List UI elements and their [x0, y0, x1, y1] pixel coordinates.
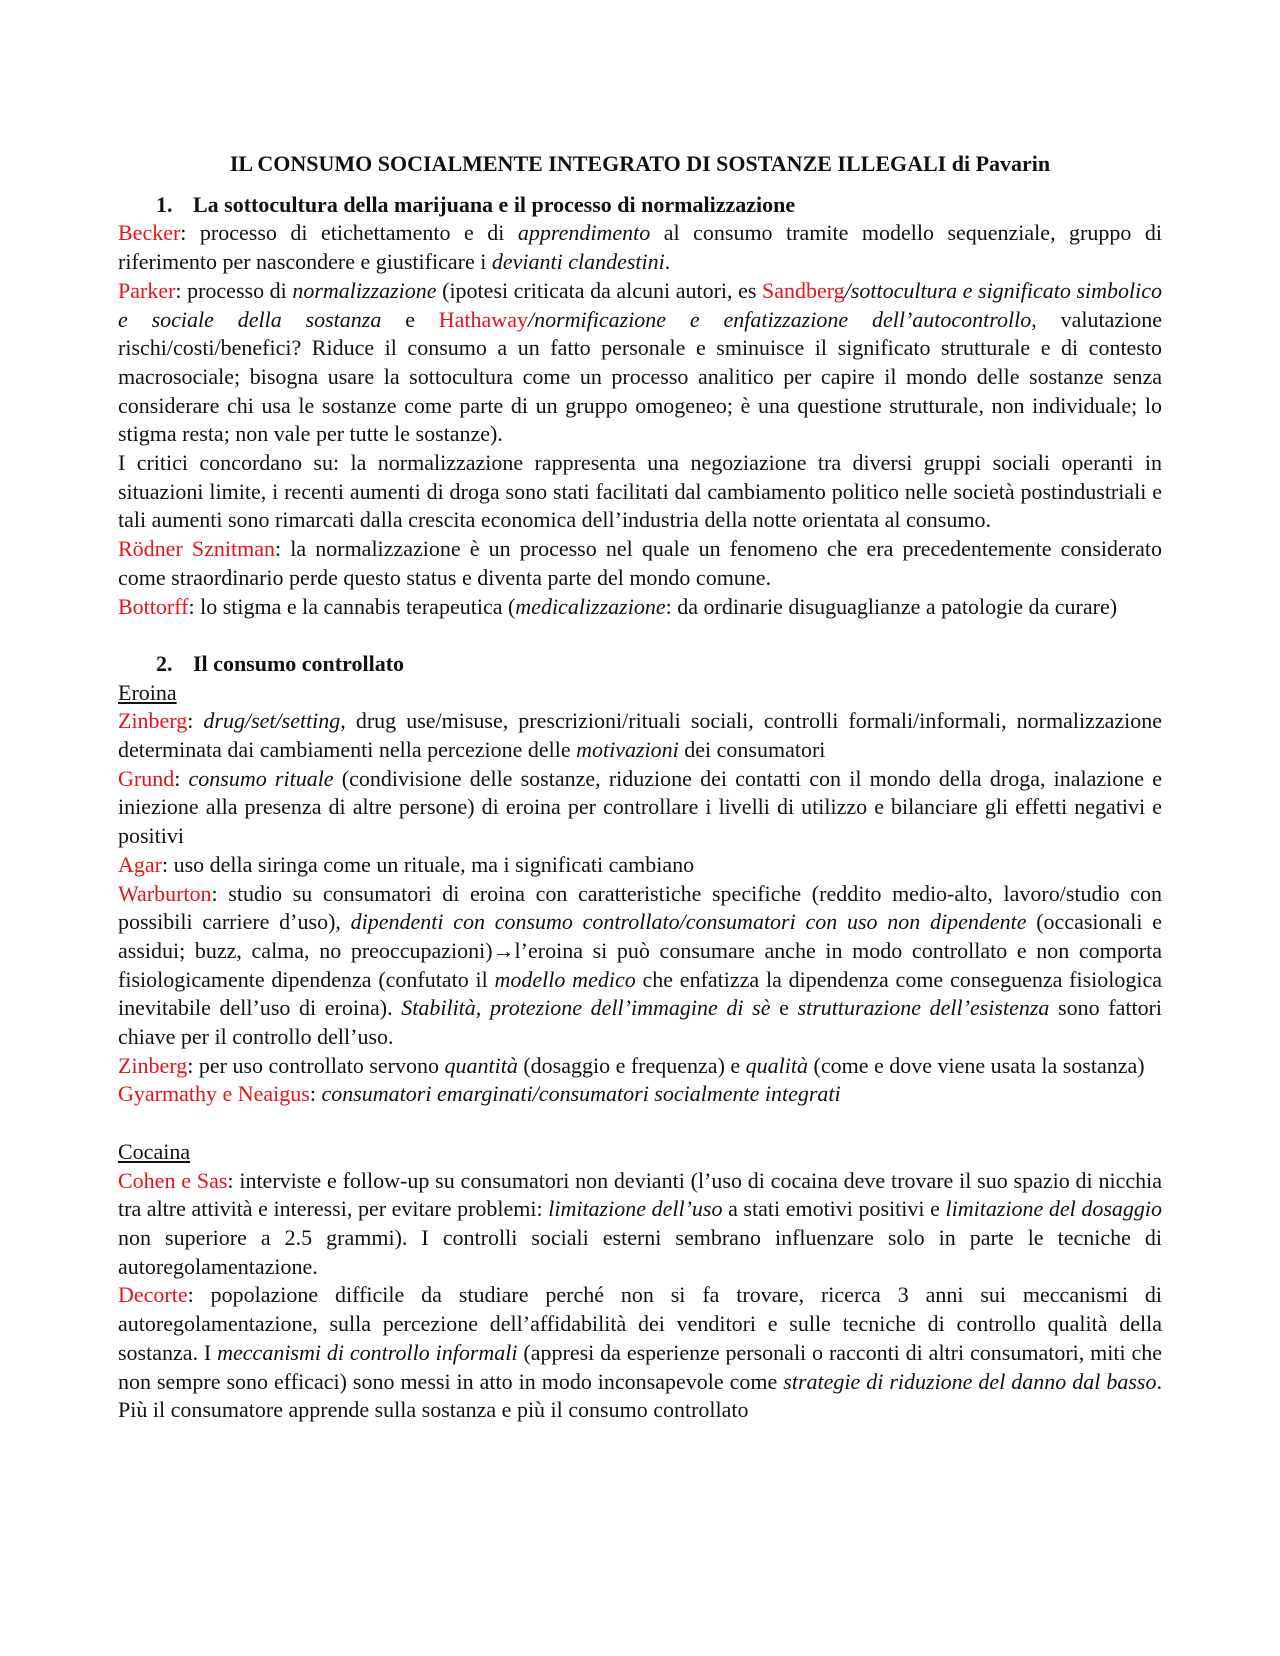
paragraph-parker [118, 277, 1162, 449]
italic-term: limitazione del dosaggio [945, 1196, 1163, 1222]
paragraph-bottorff [118, 593, 1162, 622]
author-name: Agar [118, 851, 162, 877]
page-title: IL CONSUMO SOCIALMENTE INTEGRATO DI SOSTANZE ILLEGALI di Pavarin [229, 151, 1051, 176]
italic-term: qualità [745, 1052, 809, 1078]
paragraph-agar [118, 851, 1162, 880]
author-name: Rödner Sznitman [118, 536, 275, 562]
arrow-icon: → [492, 937, 515, 963]
italic-term: modello medico [494, 966, 636, 992]
italic-term: quantità [444, 1052, 518, 1078]
italic-term: dipendenti con consumo controllato/consumatori con uso non dipendente [350, 909, 1027, 935]
section-number: 1. [156, 191, 173, 217]
paragraph-warburton [118, 880, 1162, 1052]
text: . [664, 249, 671, 275]
paragraph-critics: I critici concordano su: la normalizzazione rappresenta una negoziazione tra diversi gruppi sociali operanti in situazioni limite, i recenti aumenti di droga sono stati facilitati dal cambiamento politico nelle società postindustriali e tali aumenti sono rimarcati dalla crescita economica dell’industria della notte orientata al consumo. [118, 450, 1162, 533]
italic-term: apprendimento [517, 220, 651, 246]
text: : da ordinarie disuguaglianze a patologie da curare) [665, 593, 1118, 619]
subheading-cocaina: Cocaina [118, 1138, 191, 1164]
italic-term: consumo rituale [188, 765, 334, 791]
text: , drug use/misuse, prescrizioni/rituali sociali, controlli formali/informali, normalizzazione determinata dai cambiamenti nella percezione delle [118, 708, 1162, 763]
text: e [381, 306, 439, 332]
author-name: Zinberg [118, 1052, 188, 1078]
paragraph-grund [118, 765, 1162, 851]
text: . Più il consumatore apprende sulla sostanza e più il consumo controllato [118, 1368, 1162, 1423]
author-name: Parker [118, 277, 176, 303]
italic-term: /normificazione e enfatizzazione dell’autocontrollo [527, 306, 1032, 332]
section-1-heading [118, 191, 1162, 220]
section-heading-text: La sottocultura della marijuana e il processo di normalizzazione [193, 191, 796, 217]
text: : processo di [175, 277, 293, 303]
paragraph-becker [118, 219, 1162, 276]
paragraph-zinberg-1 [118, 707, 1162, 764]
section-heading-text: Il consumo controllato [193, 650, 405, 676]
italic-term: strategie di riduzione del danno dal basso [783, 1368, 1157, 1394]
text: : popolazione difficile da studiare perché non si fa trovare, ricerca 3 anni sui meccanismi di autoregolamentazione, sulla percezione dell’affidabilità dei venditori e sulle tecniche di controllo qualità della sostanza. I [118, 1282, 1162, 1365]
author-name: Bottorff [118, 593, 189, 619]
italic-term: medicalizzazione [515, 593, 666, 619]
text: (occasionali e assidui; buzz, calma, no preoccupazioni) [118, 909, 1162, 963]
text: : [174, 765, 189, 791]
text: l’eroina si può consumare anche in modo controllato e non comporta fisiologicamente dipendenza (confutato il [118, 937, 1162, 992]
text: : uso della siringa come un rituale, ma i significati cambiano [161, 851, 695, 877]
spacer [118, 1109, 1162, 1138]
text: (come e dove viene usata la sostanza) [808, 1052, 1145, 1078]
text: (ipotesi criticata da alcuni autori, es [436, 277, 762, 303]
italic-term: Stabilità, protezione dell’immagine di sè [401, 995, 771, 1021]
text: : lo stigma e la cannabis terapeutica ( [188, 593, 516, 619]
text: a stati emotivi positivi e [722, 1196, 946, 1222]
text: (dosaggio e frequenza) e [517, 1052, 746, 1078]
subheading-eroina: Eroina [118, 679, 177, 705]
text: : studio su consumatori di eroina con caratteristiche specifiche (reddito medio-alto, lavoro/studio con possibili carriere d’uso), [118, 880, 1162, 935]
italic-term: drug/set/setting [203, 708, 341, 734]
author-name: Becker [118, 220, 181, 246]
text: : per uso controllato servono [187, 1052, 445, 1078]
paragraph-zinberg-2 [118, 1052, 1162, 1081]
italic-term: consumatori emarginati/consumatori socialmente integrati [321, 1081, 841, 1107]
paragraph-decorte [118, 1281, 1162, 1425]
author-name: Warburton [118, 880, 212, 906]
text: che enfatizza la dipendenza come conseguenza fisiologica inevitabile dell’uso di eroina). [118, 966, 1163, 1021]
text: dei consumatori [678, 737, 826, 763]
author-name: Cohen e Sas [118, 1167, 228, 1193]
author-name: Hathaway [438, 306, 528, 332]
italic-term: devianti clandestini [491, 249, 665, 275]
author-name: Sandberg [761, 277, 845, 303]
author-name: Zinberg [118, 708, 188, 734]
paragraph-rodner-sznitman [118, 535, 1162, 592]
text: : processo di etichettamento e di [180, 220, 518, 246]
text: : [187, 708, 204, 734]
author-name: Decorte [118, 1282, 188, 1308]
spacer [118, 621, 1162, 650]
paragraph-gyarmathy [118, 1080, 1162, 1109]
italic-term: motivazioni [576, 737, 679, 763]
italic-term: strutturazione dell’esistenza [797, 995, 1050, 1021]
paragraph-cohen-sas [118, 1167, 1162, 1282]
text: (appresi da esperienze personali o racconti di altri consumatori, miti che non sempre sono efficaci) sono messi in atto in modo inconsapevole come [118, 1339, 1163, 1394]
italic-term: normalizzazione [292, 277, 437, 303]
text: : la normalizzazione è un processo nel quale un fenomeno che era precedentemente considerato come straordinario perde questo status e diventa parte del mondo comune. [118, 536, 1162, 590]
text: e [770, 995, 798, 1021]
section-2-heading [118, 650, 1162, 679]
author-name: Gyarmathy e Neaigus [118, 1081, 310, 1107]
text: : [309, 1081, 322, 1107]
text: , valutazione rischi/costi/benefici? Riduce il consumo a un fatto personale e sminuisce il significato strutturale e di contesto macrosociale; bisogna usare la sottocultura come un processo analitico per capire il mondo delle sostanze senza considerare chi usa le sostanze come parte di un gruppo omogeneo; è una questione strutturale, non individuale; lo stigma resta; non vale per tutte le sostanze). [118, 306, 1162, 447]
text: : interviste e follow-up su consumatori non devianti (l’uso di cocaina deve trovare il suo spazio di nicchia tra altre attività e interessi, per evitare problemi: [118, 1167, 1163, 1222]
italic-term: limitazione dell’uso [548, 1196, 723, 1222]
text: sono fattori chiave per il controllo dell’uso. [118, 995, 1163, 1050]
italic-term: meccanismi di controllo informali [217, 1339, 518, 1365]
text: (condivisione delle sostanze, riduzione dei contatti con il mondo della droga, inalazione e iniezione alla presenza di altre persone) di eroina per controllare i livelli di utilizzo e bilanciare gli effetti negativi e positivi [118, 765, 1162, 849]
text: al consumo tramite modello sequenziale, gruppo di riferimento per nascondere e giustificare i [118, 220, 1162, 275]
author-name: Grund [118, 765, 175, 791]
section-number: 2. [156, 650, 173, 676]
document-page [118, 150, 1162, 1425]
text: non superiore a 2.5 grammi). I controlli sociali esterni sembrano influenzare solo in parte le tecniche di autoregolamentazione. [118, 1224, 1162, 1279]
italic-term: /sottocultura e significato simbolico e sociale della sostanza [118, 277, 1163, 332]
